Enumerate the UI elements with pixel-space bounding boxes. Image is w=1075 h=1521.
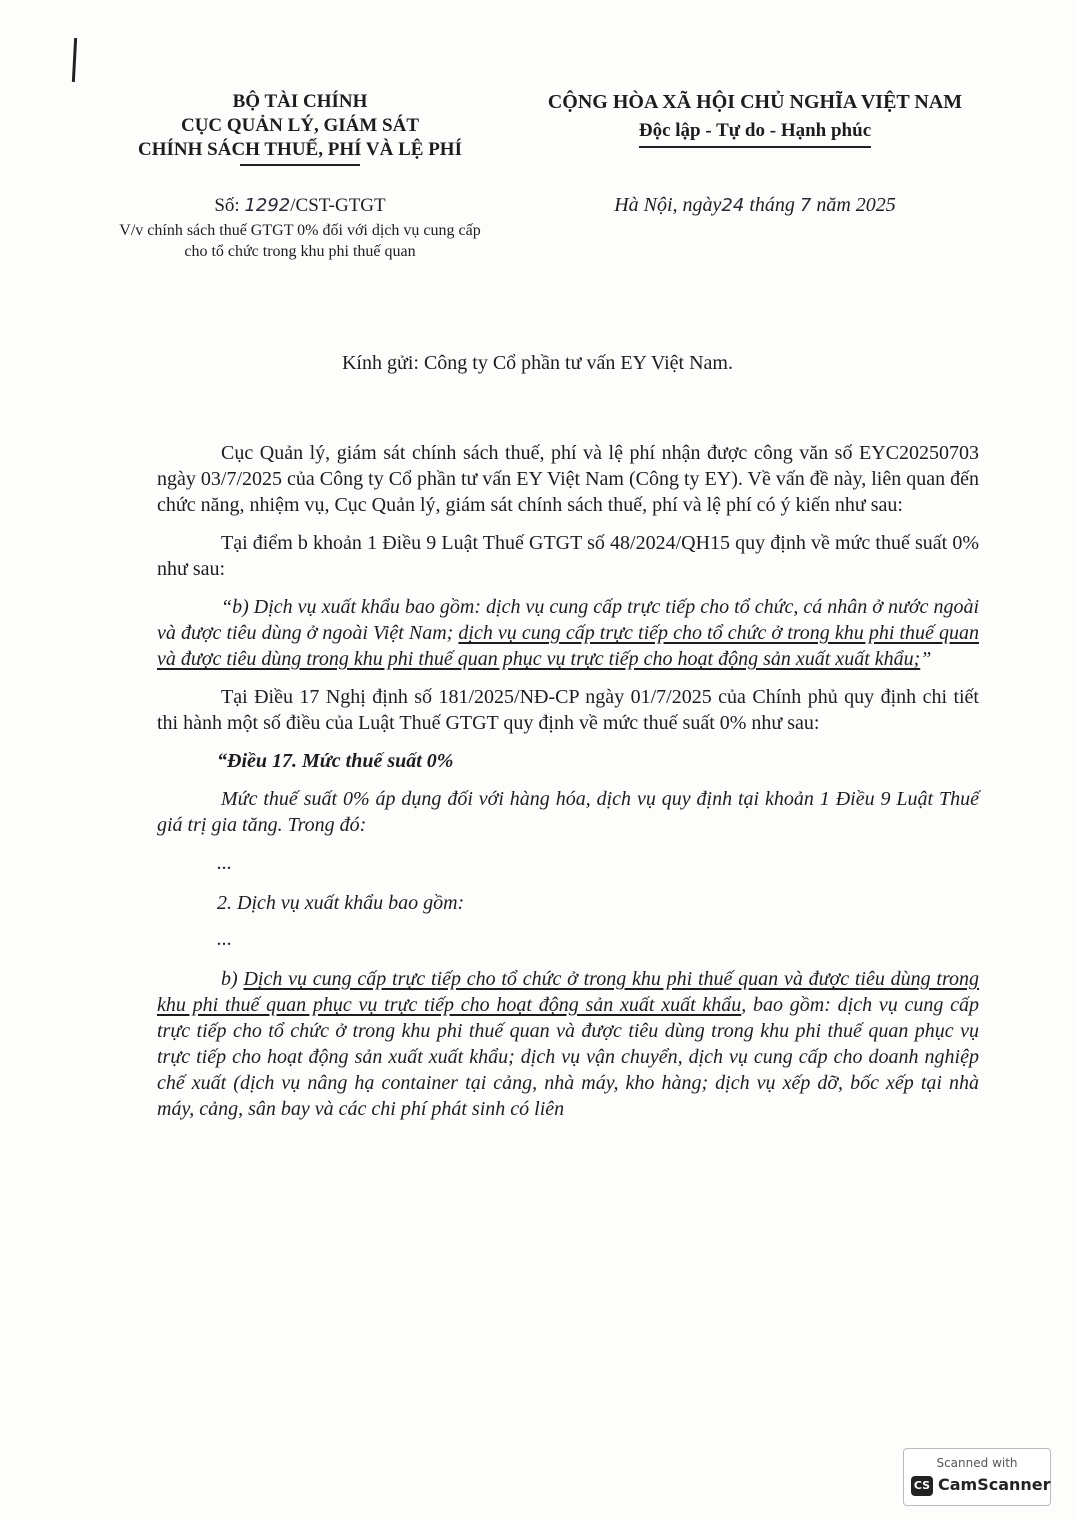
- article-title: “Điều 17. Mức thuế suất 0%: [217, 750, 454, 772]
- date-month-label: tháng: [749, 194, 795, 216]
- item-b-rest: , bao gồm: dịch vụ cung cấp trực tiếp cho tổ chức ở trong khu phi thuế quan và được tiêu dùng trong khu phi thuế quan phục vụ trực tiếp cho hoạt động sản xuất xuất khẩu; dịch vụ vận chuyển, dịch vụ cung cấp cho doanh nghiệp chế xuất (dịch vụ nâng hạ container tại cảng, nhà máy, kho hàng; dịch vụ xếp dỡ, bốc xếp tại nhà máy, cảng, sân bay và các chi phí phát sinh có liên: [157, 994, 980, 1120]
- document-subject: V/v chính sách thuế GTGT 0% đối với dịch vụ cung cấp cho tổ chức trong khu phi thuế quan: [119, 222, 481, 260]
- document-number-prefix: Số:: [214, 195, 245, 216]
- letter-body: [157, 440, 979, 1134]
- document-number: [95, 194, 505, 218]
- header-rule: [240, 164, 360, 166]
- agency-name-line1: CỤC QUẢN LÝ, GIÁM SÁT: [180, 115, 420, 136]
- national-header: [505, 88, 1005, 148]
- ellipsis-2: ...: [217, 928, 232, 950]
- national-title: CỘNG HÒA XÃ HỘI CHỦ NGHĨA VIỆT NAM: [547, 91, 963, 113]
- article-item-b: [157, 966, 979, 1122]
- date-place: Hà Nội, ngày: [614, 194, 722, 216]
- date-year: năm 2025: [816, 194, 896, 216]
- badge-brand-name: CamScanner: [938, 1475, 1051, 1494]
- law-quote-underlined: dịch vụ cung cấp trực tiếp cho tổ chức ở trong khu phi thuế quan và được tiêu dùng trong khu phi thuế quan phục vụ trực tiếp cho hoạt động sản xuất xuất khẩu;: [157, 622, 979, 670]
- law-quote: [157, 594, 979, 672]
- article-paragraph-1: Mức thuế suất 0% áp dụng đối với hàng hóa, dịch vụ quy định tại khoản 1 Điều 9 Luật Thuế giá trị gia tăng. Trong đó:: [157, 788, 979, 836]
- law-quote-close: ”: [920, 648, 932, 670]
- ellipsis-1: ...: [217, 852, 232, 874]
- item-b-prefix: b): [221, 968, 244, 990]
- date-day: 24: [721, 195, 745, 216]
- body-paragraph-1: Cục Quản lý, giám sát chính sách thuế, phí và lệ phí nhận được công văn số EYC20250703 ngày 03/7/2025 của Công ty Cổ phần tư vấn EY Việt Nam (Công ty EY). Về vấn đề này, liên quan đến chức năng, nhiệm vụ, Cục Quản lý, giám sát chính sách thuế, phí và lệ phí có ý kiến như sau:: [157, 442, 979, 516]
- national-motto: Độc lập - Tự do - Hạnh phúc: [639, 117, 871, 148]
- document-number-suffix: /CST-GTGT: [290, 195, 386, 216]
- law-quote-part1: “b) Dịch vụ xuất khẩu bao gồm: dịch vụ cung cấp trực tiếp cho tổ chức, cá nhân ở nước ngoài và được tiêu dùng ở ngoài Việt Nam;: [157, 596, 979, 644]
- camscanner-badge: [903, 1448, 1051, 1506]
- reference-block: [95, 194, 505, 262]
- body-paragraph-3: Tại Điều 17 Nghị định số 181/2025/NĐ-CP ngày 01/7/2025 của Chính phủ quy định chi tiết thi hành một số điều của Luật Thuế GTGT quy định về mức thuế suất 0% như sau:: [157, 686, 979, 734]
- ministry-name: BỘ TÀI CHÍNH: [232, 91, 368, 112]
- camscanner-logo-icon: CS: [911, 1476, 933, 1496]
- handwritten-margin-mark: [72, 38, 77, 82]
- document-number-handwritten: 1292: [244, 195, 291, 216]
- body-paragraph-2: Tại điểm b khoản 1 Điều 9 Luật Thuế GTGT số 48/2024/QH15 quy định về mức thuế suất 0% như sau:: [157, 532, 979, 580]
- recipient-line: Kính gửi: Công ty Cổ phần tư vấn EY Việt Nam.: [341, 352, 733, 374]
- date-month: 7: [799, 195, 812, 216]
- article-item-2: 2. Dịch vụ xuất khẩu bao gồm:: [217, 892, 465, 914]
- agency-name-line2: CHÍNH SÁCH THUẾ, PHÍ VÀ LỆ PHÍ: [138, 139, 462, 160]
- issue-date: [520, 192, 990, 219]
- issuing-agency-header: [95, 90, 505, 166]
- item-b-underlined: Dịch vụ cung cấp trực tiếp cho tổ chức ở trong khu phi thuế quan và được tiêu dùng trong khu phi thuế quan phục vụ trực tiếp cho hoạt động sản xuất xuất khẩu: [157, 968, 979, 1016]
- badge-caption: Scanned with: [936, 1456, 1018, 1470]
